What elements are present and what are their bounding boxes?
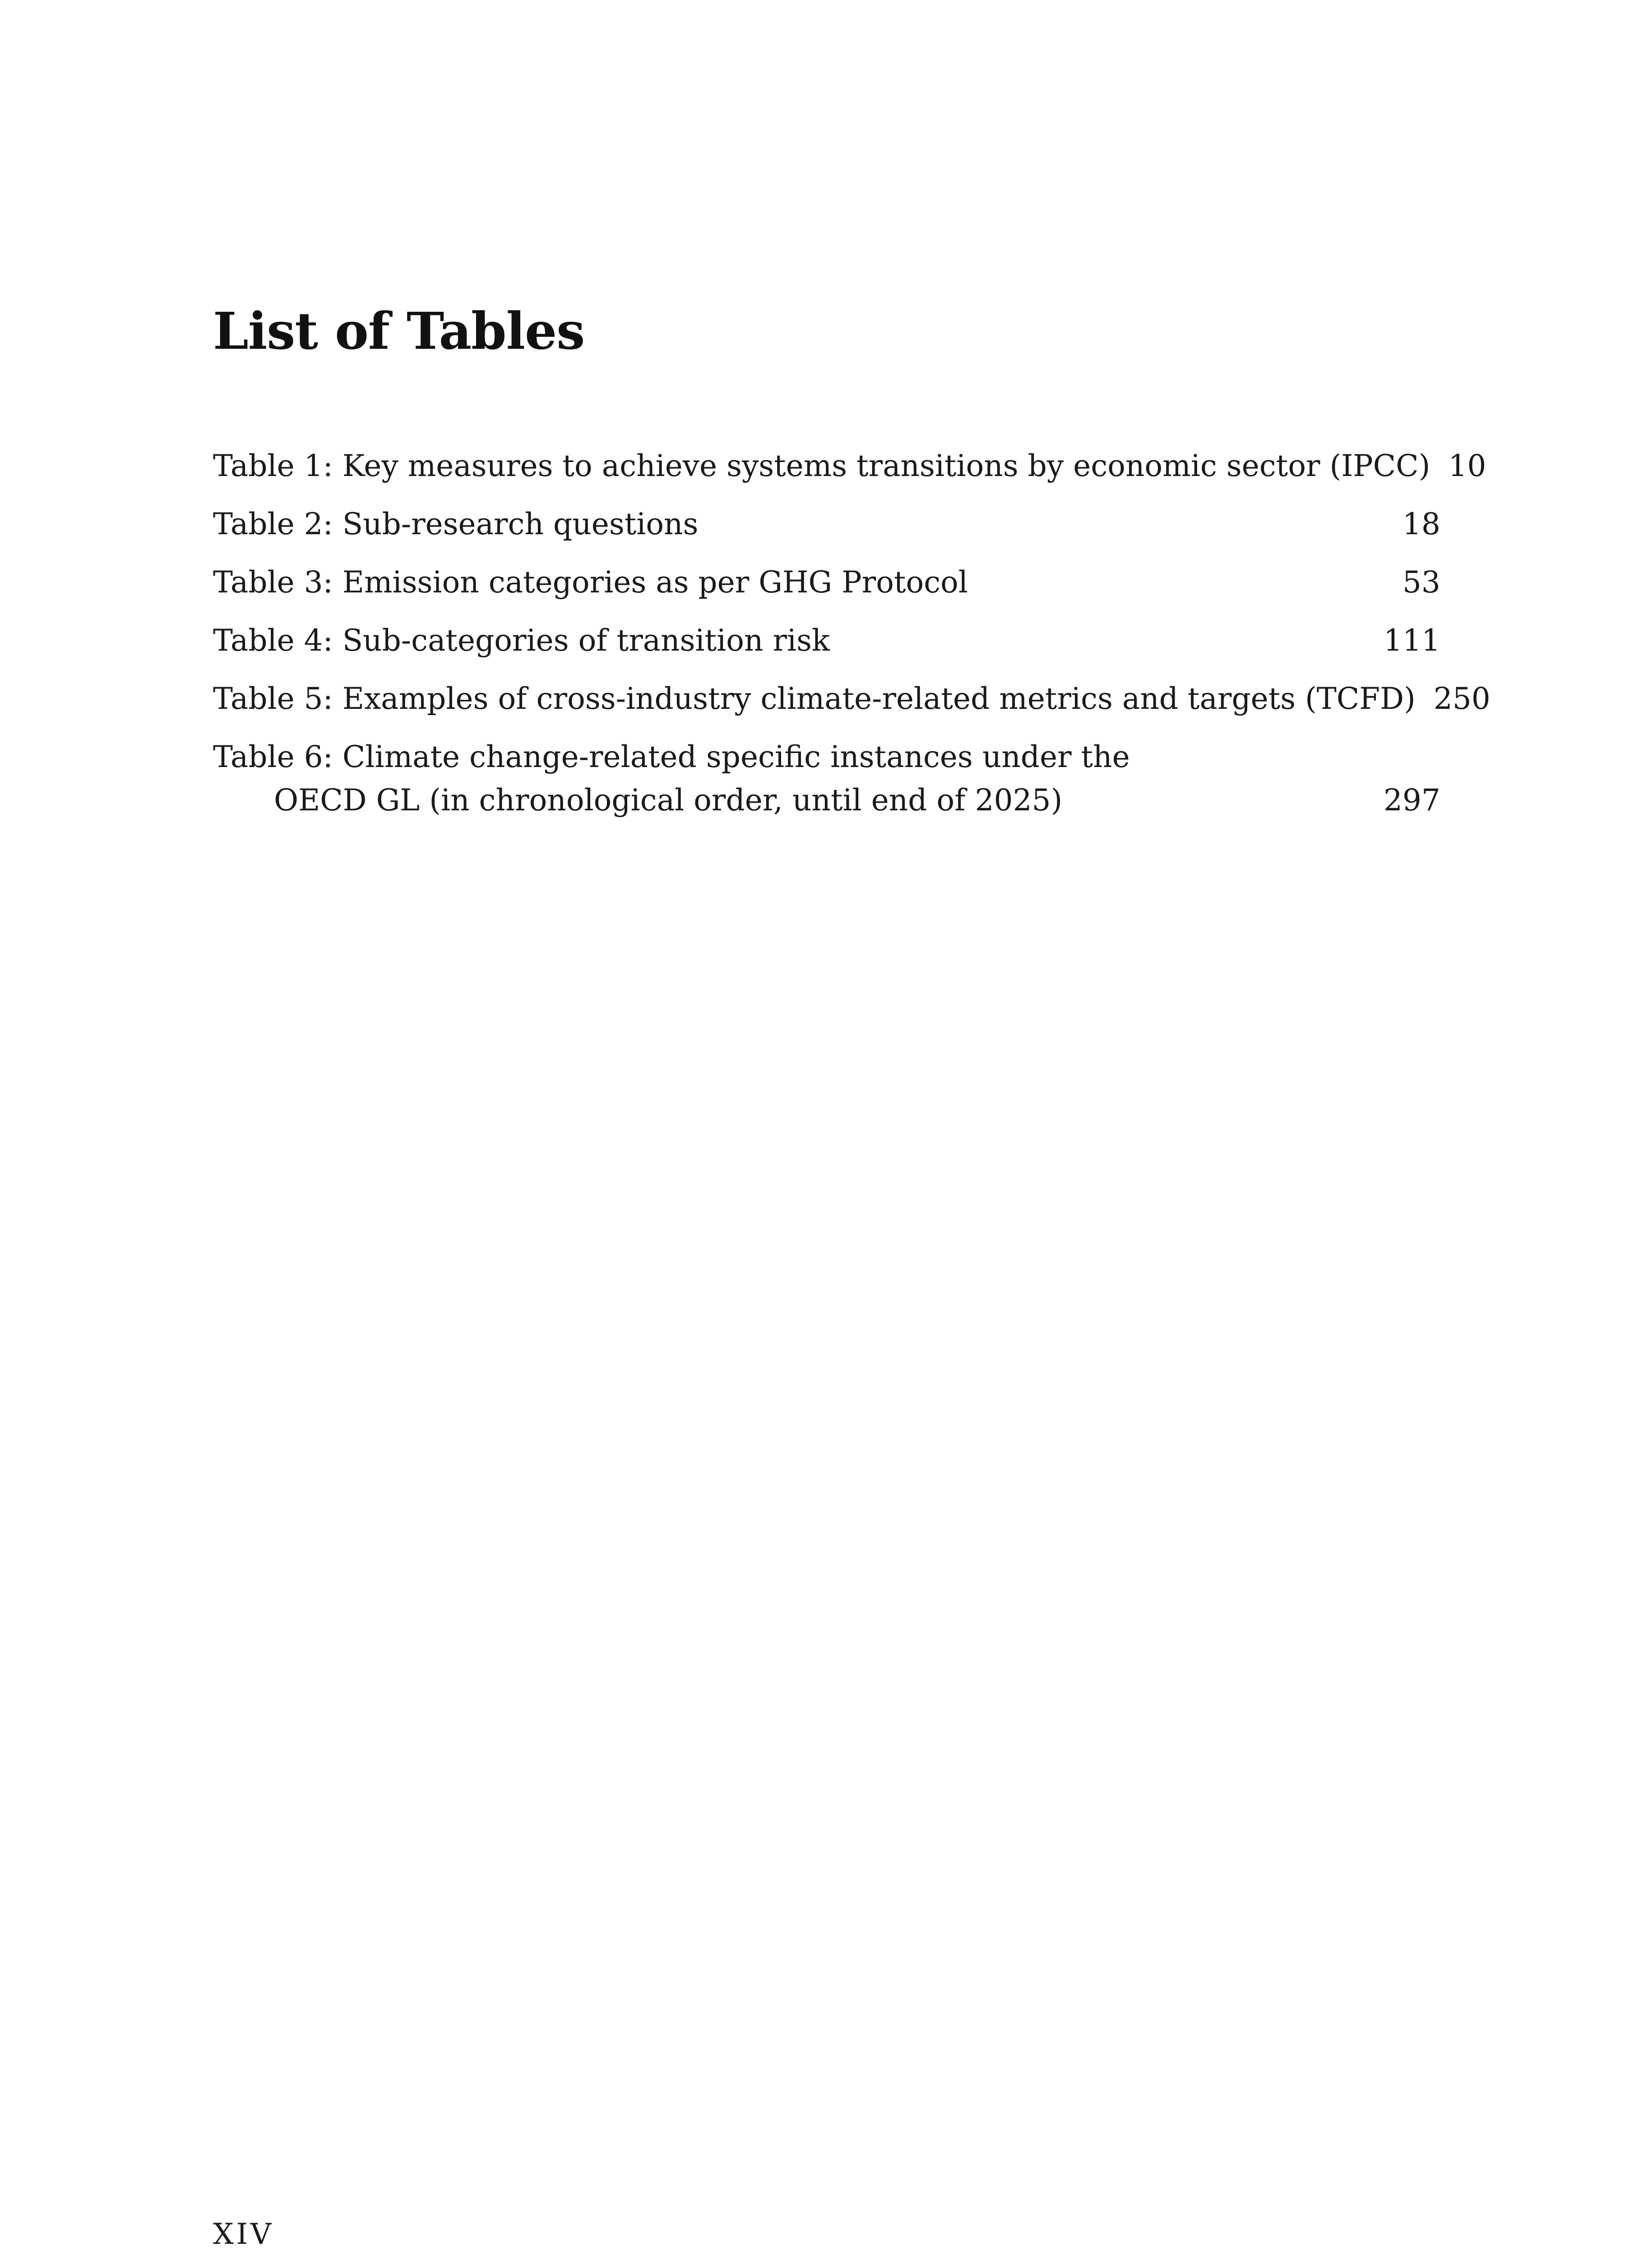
entry-label: Table 3: Emission categories as per GHG Protocol — [213, 565, 968, 600]
entry-page-number: 297 — [1384, 783, 1440, 818]
page-title: List of Tables — [213, 302, 585, 361]
table-entry-1 — [213, 444, 1486, 488]
list-of-tables — [213, 444, 1490, 837]
entry-label: Table 2: Sub-research questions — [213, 507, 699, 541]
entry-page-number: 250 — [1433, 681, 1490, 716]
entry-page-number: 10 — [1448, 448, 1486, 483]
entry-label — [213, 735, 1365, 822]
table-entry-5 — [213, 677, 1490, 721]
entry-page-number: 111 — [1384, 623, 1440, 658]
page-folio: XIV — [213, 2218, 274, 2251]
entry-label-line-1: Table 6: Climate change-related specific instances under the — [213, 740, 1130, 774]
entry-page-number: 18 — [1402, 507, 1440, 541]
table-entry-3 — [213, 561, 1440, 604]
table-entry-2 — [213, 503, 1440, 546]
entry-label: Table 5: Examples of cross-industry climate-related metrics and targets (TCFD) — [213, 681, 1416, 716]
entry-page-number: 53 — [1402, 565, 1440, 600]
table-entry-4 — [213, 619, 1440, 662]
entry-label-line-2: OECD GL (in chronological order, until end of 2025) — [274, 783, 1063, 818]
entry-label: Table 4: Sub-categories of transition risk — [213, 623, 830, 658]
table-entry-6 — [213, 735, 1440, 822]
entry-label: Table 1: Key measures to achieve systems transitions by economic sector (IPCC) — [213, 448, 1430, 483]
